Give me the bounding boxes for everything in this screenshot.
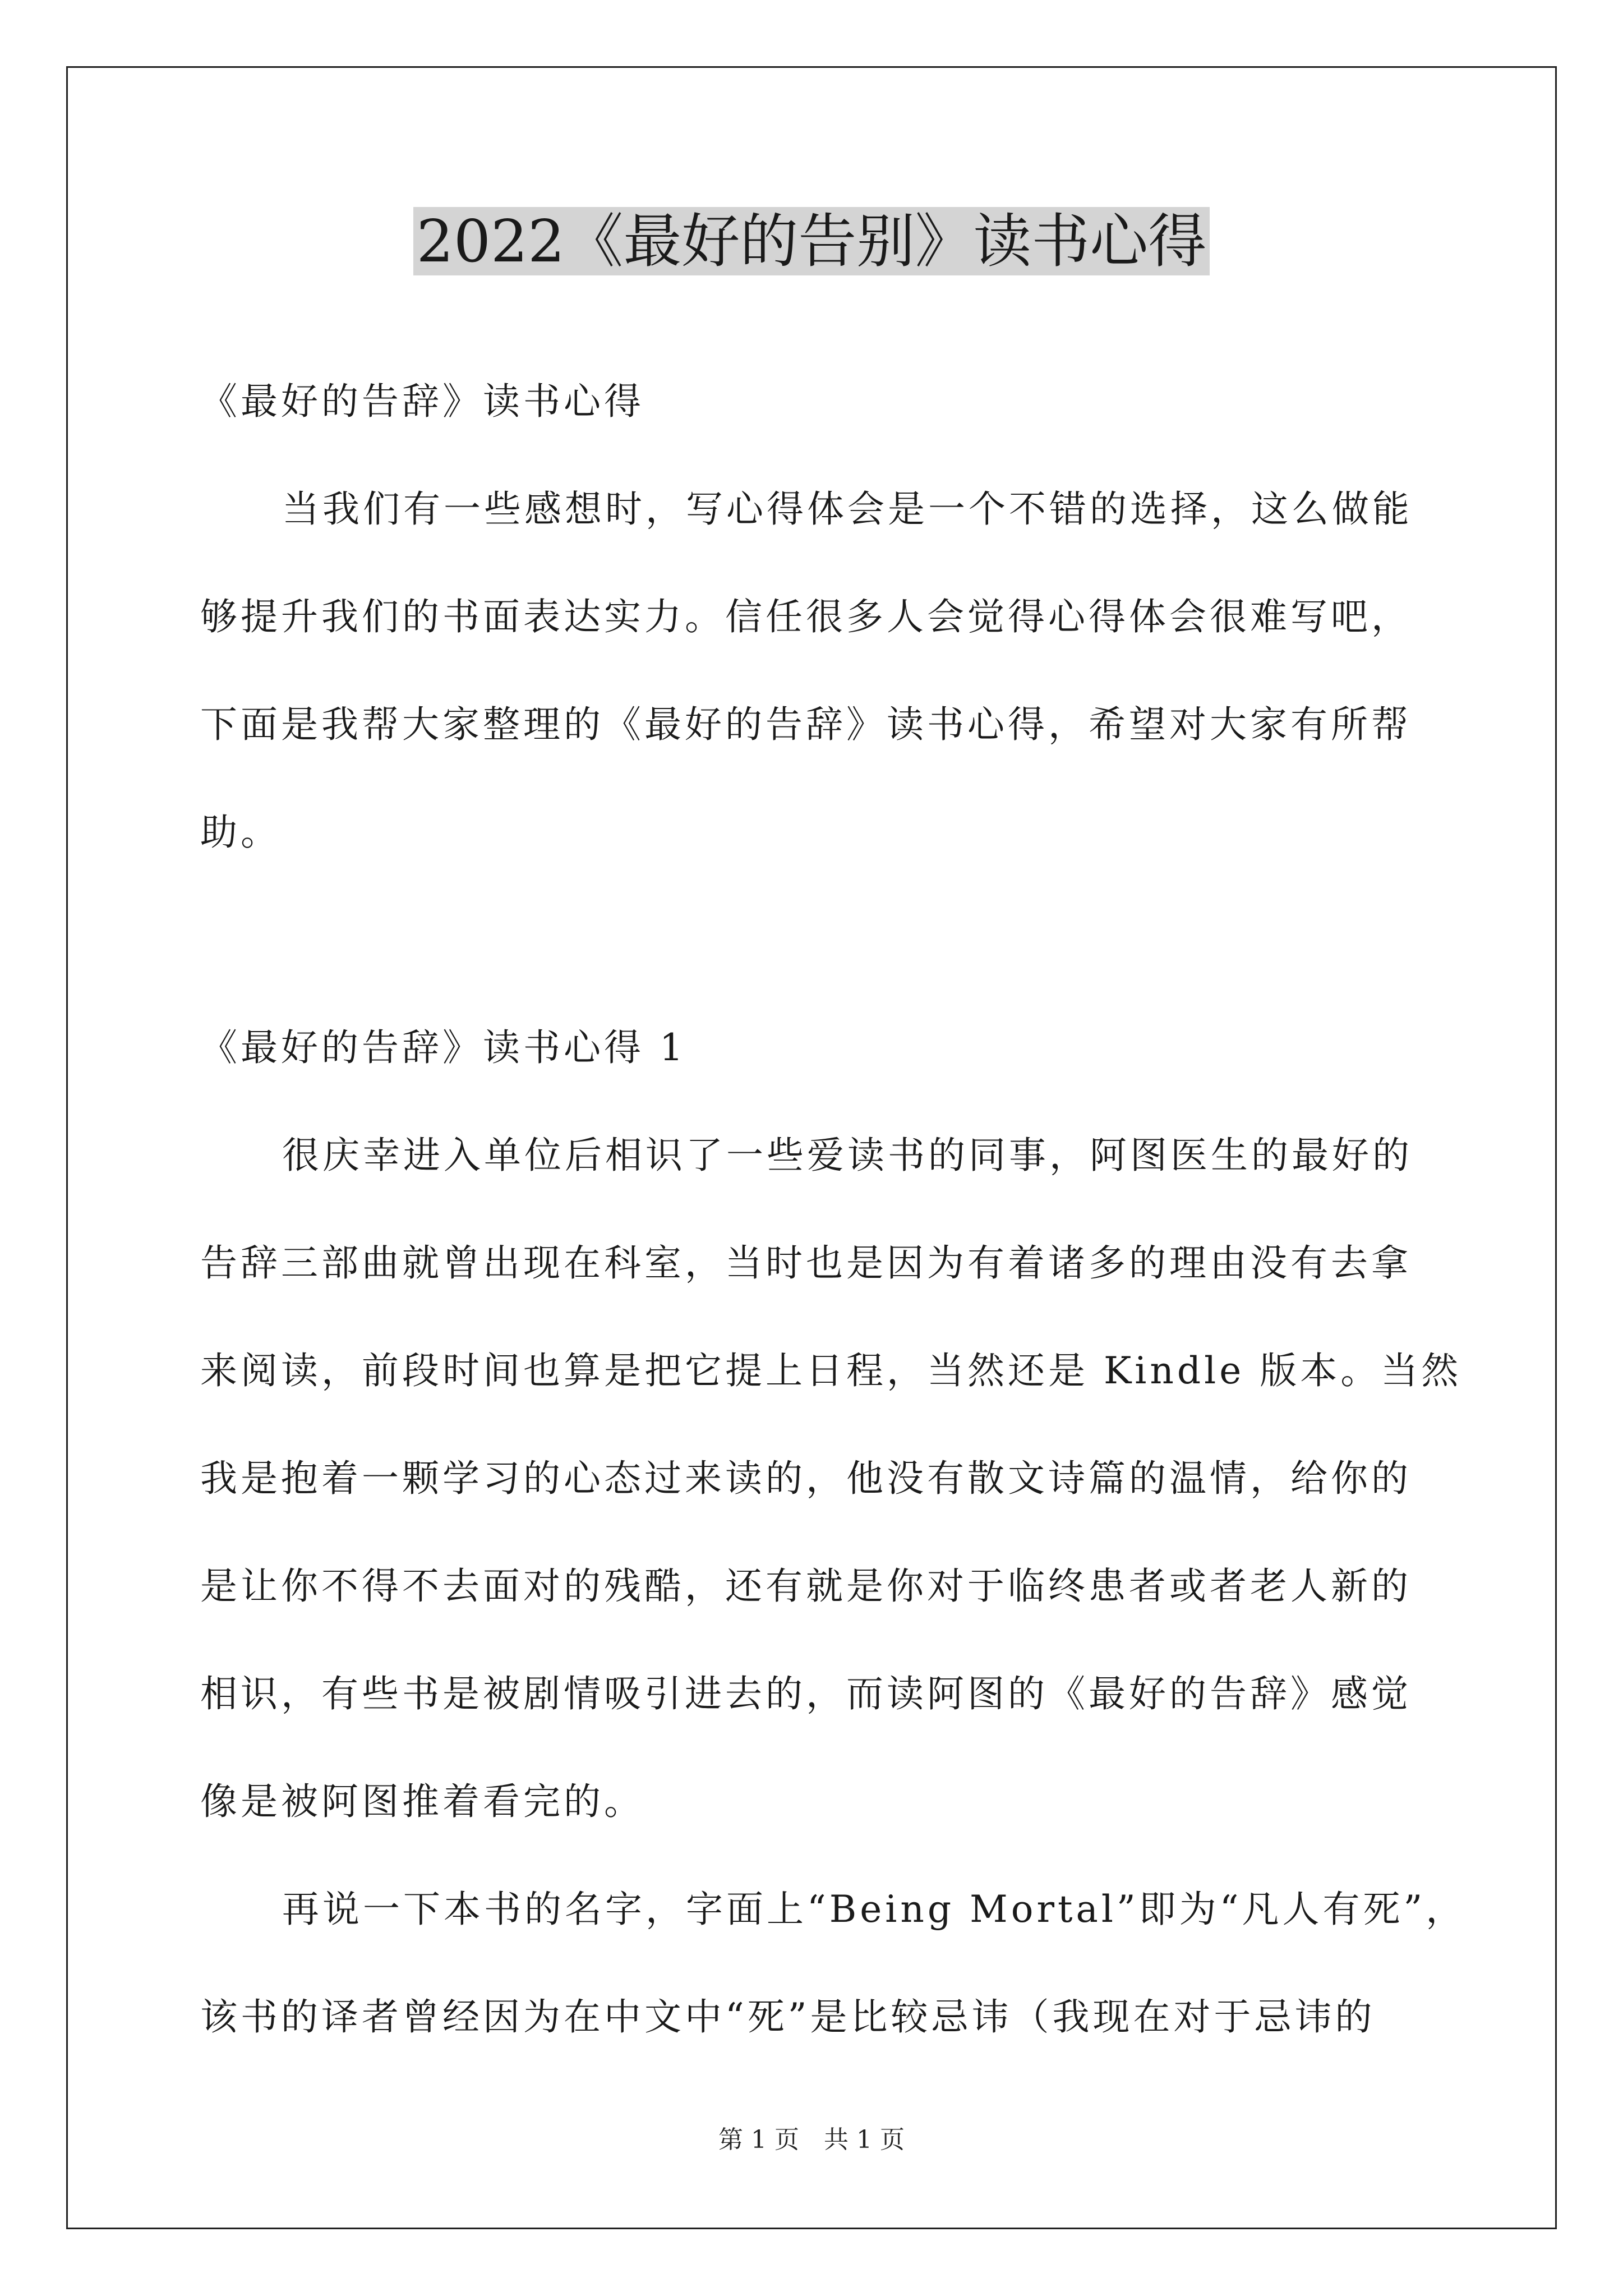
section-heading: 《最好的告辞》读书心得 1: [200, 1026, 686, 1069]
intro-line: 够提升我们的书面表达实力。信任很多人会觉得心得体会很难写吧，: [200, 595, 1412, 638]
paragraph-line: 相识，有些书是被剧情吸引进去的，而读阿图的《最好的告辞》感觉: [200, 1672, 1412, 1715]
document-title: [0, 199, 1623, 283]
paragraph-line: 是让你不得不去面对的残酷，还有就是你对于临终患者或者老人新的: [200, 1565, 1412, 1608]
paragraph-line: 像是被阿图推着看完的。: [200, 1780, 644, 1823]
document-title-text: 2022《最好的告别》读书心得: [413, 207, 1210, 275]
paragraph-line: 很庆幸进入单位后相识了一些爱读书的同事，阿图医生的最好的: [282, 1134, 1413, 1177]
paragraph-line: 我是抱着一颗学习的心态过来读的，他没有散文诗篇的温情，给你的: [200, 1457, 1412, 1500]
paragraph-line: 来阅读，前段时间也算是把它提上日程，当然还是 Kindle 版本。当然: [200, 1349, 1462, 1392]
paragraph-gap: [200, 886, 1434, 994]
paragraph-line: 该书的译者曾经因为在中文中“死”是比较忌讳（我现在对于忌讳的: [200, 1995, 1376, 2039]
document-body: [200, 348, 1467, 2071]
subtitle: 《最好的告辞》读书心得: [200, 380, 644, 423]
paragraph-line: 再说一下本书的名字，字面上“Being Mortal”即为“凡人有死”，: [282, 1888, 1467, 1931]
intro-line: 当我们有一些感想时，写心得体会是一个不错的选择，这么做能: [282, 487, 1413, 531]
intro-line: 下面是我帮大家整理的《最好的告辞》读书心得，希望对大家有所帮: [200, 703, 1412, 746]
intro-line: 助。: [200, 811, 281, 854]
paragraph-line: 告辞三部曲就曾出现在科室，当时也是因为有着诸多的理由没有去拿: [200, 1241, 1412, 1285]
page-number-footer: 第 1 页 共 1 页: [718, 2125, 905, 2154]
